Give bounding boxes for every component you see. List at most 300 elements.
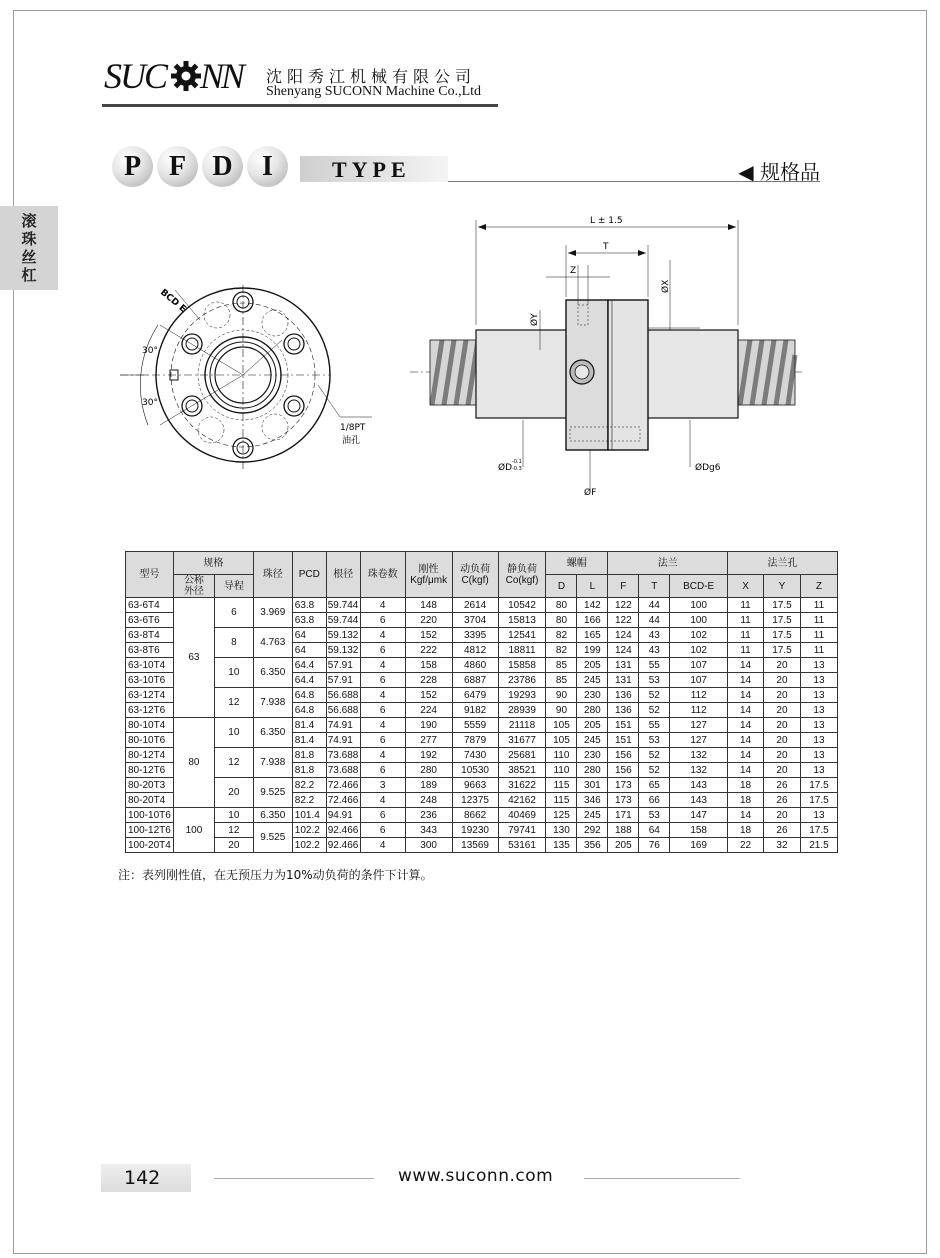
cell-stiffness: 248 — [405, 793, 452, 808]
brand-logo — [104, 56, 264, 96]
cell-static-load: 28939 — [498, 703, 546, 718]
cell-flange-t: 55 — [639, 658, 670, 673]
cell-hole-y: 17.5 — [764, 643, 801, 658]
cell-flange-t: 55 — [639, 718, 670, 733]
cell-pcd: 64.8 — [292, 688, 326, 703]
cell-model: 63-10T4 — [126, 658, 174, 673]
cell-model: 63-10T6 — [126, 673, 174, 688]
cell-model: 80-10T4 — [126, 718, 174, 733]
cell-lead: 10 — [214, 808, 253, 823]
cell-ball-dia: 7.938 — [253, 688, 292, 718]
cell-nut-d: 130 — [546, 823, 577, 838]
cell-pcd: 63.8 — [292, 613, 326, 628]
cell-hole-z: 13 — [800, 718, 837, 733]
footer-rule-right — [584, 1178, 740, 1179]
cell-flange-t: 52 — [639, 688, 670, 703]
cell-root: 57.91 — [326, 658, 360, 673]
cell-flange-f: 173 — [608, 778, 639, 793]
cell-nut-l: 280 — [577, 703, 608, 718]
cell-hole-y: 26 — [764, 793, 801, 808]
cell-hole-x: 11 — [728, 628, 764, 643]
cell-hole-z: 11 — [800, 613, 837, 628]
cell-hole-y: 20 — [764, 688, 801, 703]
cell-hole-x: 14 — [728, 808, 764, 823]
cell-hole-z: 11 — [800, 628, 837, 643]
cell-flange-f: 131 — [608, 658, 639, 673]
th-y: Y — [764, 575, 801, 598]
cell-nut-d: 82 — [546, 643, 577, 658]
cell-static-load: 15858 — [498, 658, 546, 673]
cell-model: 63-8T4 — [126, 628, 174, 643]
type-letter-ball: D — [202, 146, 243, 187]
cell-turns: 4 — [360, 688, 405, 703]
cell-model: 63-8T6 — [126, 643, 174, 658]
cell-nut-d: 80 — [546, 613, 577, 628]
cell-turns: 6 — [360, 808, 405, 823]
th-z: Z — [800, 575, 837, 598]
cell-turns: 4 — [360, 628, 405, 643]
cell-flange-t: 65 — [639, 778, 670, 793]
cell-hole-x: 14 — [728, 658, 764, 673]
cell-nut-l: 199 — [577, 643, 608, 658]
cell-stiffness: 343 — [405, 823, 452, 838]
cell-static-load: 79741 — [498, 823, 546, 838]
cell-turns: 4 — [360, 718, 405, 733]
cell-flange-t: 64 — [639, 823, 670, 838]
cell-turns: 4 — [360, 838, 405, 853]
cell-hole-z: 13 — [800, 763, 837, 778]
cell-nut-l: 245 — [577, 673, 608, 688]
cell-lead: 20 — [214, 778, 253, 808]
cell-model: 80-20T3 — [126, 778, 174, 793]
cell-dyn-load: 5559 — [452, 718, 498, 733]
cell-flange-t: 52 — [639, 763, 670, 778]
th-flange-hole: 法兰孔 — [728, 552, 838, 575]
cell-flange-t: 53 — [639, 808, 670, 823]
cell-bcd: 100 — [670, 598, 728, 613]
cell-flange-t: 53 — [639, 733, 670, 748]
cell-turns: 4 — [360, 598, 405, 613]
cell-turns: 6 — [360, 673, 405, 688]
th-turns: 珠卷数 — [360, 552, 405, 598]
spec-label: ◀ 规格品 — [738, 160, 820, 184]
cell-flange-t: 66 — [639, 793, 670, 808]
cell-pcd: 81.8 — [292, 763, 326, 778]
cell-root: 72.466 — [327, 794, 359, 806]
cell-root: 92.466 — [327, 824, 359, 836]
cell-nut-l: 245 — [577, 808, 608, 823]
oil-hole-label: 1/8PT — [340, 423, 366, 433]
cell-bcd: 132 — [670, 763, 728, 778]
cell-hole-y: 26 — [764, 778, 801, 793]
d-tol-top: -0.1 — [512, 459, 522, 465]
cell-hole-x: 18 — [728, 823, 764, 838]
cell-stiffness: 220 — [405, 613, 452, 628]
cell-nut-d: 90 — [546, 703, 577, 718]
cell-nut-d: 125 — [546, 808, 577, 823]
cell-nut-d: 105 — [546, 718, 577, 733]
cell-flange-t: 52 — [639, 703, 670, 718]
front-view — [120, 285, 372, 470]
cell-hole-y: 20 — [764, 658, 801, 673]
cell-bcd: 169 — [670, 838, 728, 853]
cell-bcd: 127 — [670, 733, 728, 748]
cell-bcd: 127 — [670, 718, 728, 733]
d-dim-label: ØD — [498, 463, 513, 473]
th-stiffness-unit: Kgf/μmk — [410, 574, 448, 586]
cell-dyn-load: 6479 — [452, 688, 498, 703]
cell-bcd: 102 — [670, 643, 728, 658]
cell-nut-l: 165 — [577, 628, 608, 643]
type-letters — [112, 146, 288, 187]
cell-nut-d: 85 — [546, 673, 577, 688]
table-row — [126, 778, 838, 793]
cell-hole-x: 14 — [728, 748, 764, 763]
cell-hole-x: 22 — [728, 838, 764, 853]
cell-lead: 8 — [214, 628, 253, 658]
type-bar — [300, 156, 820, 182]
cell-root: 59.132 — [327, 644, 359, 656]
side-view — [410, 220, 805, 490]
cell-flange-f: 173 — [608, 793, 639, 808]
cell-nut-l: 292 — [577, 823, 608, 838]
cell-model: 100-20T4 — [126, 838, 174, 853]
cell-pcd: 81.4 — [292, 733, 326, 748]
cell-bcd: 112 — [670, 688, 728, 703]
cell-hole-z: 17.5 — [800, 778, 837, 793]
z-dim-label: Z — [570, 266, 577, 276]
cell-static-load: 31677 — [498, 733, 546, 748]
table-row — [126, 808, 838, 823]
cell-nut-l: 346 — [577, 793, 608, 808]
cell-flange-t: 43 — [639, 643, 670, 658]
cell-nut-l: 142 — [577, 598, 608, 613]
svg-text:SUC: SUC — [104, 56, 167, 96]
cell-stiffness: 158 — [405, 658, 452, 673]
cell-hole-x: 14 — [728, 733, 764, 748]
cell-hole-x: 14 — [728, 673, 764, 688]
cell-stiffness: 236 — [405, 808, 452, 823]
cell-lead: 12 — [214, 748, 253, 778]
cell-model: 80-10T6 — [126, 733, 174, 748]
type-letter-ball: I — [247, 146, 288, 187]
cell-stiffness: 222 — [405, 643, 452, 658]
footer-rule-left — [214, 1178, 374, 1179]
cell-model: 80-12T4 — [126, 748, 174, 763]
cell-turns: 3 — [360, 778, 405, 793]
cell-model: 63-6T6 — [126, 613, 174, 628]
length-label: L ± 1.5 — [590, 216, 623, 226]
cell-bcd: 132 — [670, 748, 728, 763]
cell-lead: 12 — [214, 688, 253, 718]
cell-turns: 6 — [360, 733, 405, 748]
cell-flange-f: 205 — [608, 838, 639, 853]
company-name-en: Shenyang SUCONN Machine Co.,Ltd — [266, 84, 482, 99]
cell-static-load: 12541 — [498, 628, 546, 643]
cell-turns: 4 — [360, 658, 405, 673]
cell-static-load: 25681 — [498, 748, 546, 763]
cell-hole-x: 18 — [728, 778, 764, 793]
cell-lead: 10 — [214, 658, 253, 688]
cell-model: 100-12T6 — [126, 823, 174, 838]
cell-hole-y: 17.5 — [764, 628, 801, 643]
header-rule — [102, 104, 498, 107]
th-stiffness-name: 刚性 — [418, 563, 439, 575]
cell-flange-f: 171 — [608, 808, 639, 823]
cell-flange-f: 136 — [608, 688, 639, 703]
th-static-load-unit: Co(kgf) — [505, 574, 539, 586]
cell-nut-d: 82 — [546, 628, 577, 643]
cell-bcd: 143 — [670, 793, 728, 808]
th-root: 根径 — [326, 552, 360, 598]
cell-stiffness: 300 — [405, 838, 452, 853]
cell-stiffness: 277 — [405, 733, 452, 748]
cell-static-load: 19293 — [498, 688, 546, 703]
side-tab-char: 杠 — [21, 266, 37, 284]
cell-lead: 20 — [214, 838, 253, 853]
cell-dyn-load: 9182 — [452, 703, 498, 718]
cell-dyn-load: 3395 — [452, 628, 498, 643]
cell-dyn-load: 3704 — [452, 613, 498, 628]
cell-root: 59.744 — [327, 614, 359, 626]
page-number: 142 — [124, 1167, 161, 1189]
cell-hole-z: 17.5 — [800, 793, 837, 808]
table-note: 注：表列刚性值，在无预压力为10%动负荷的条件下计算。 — [118, 868, 433, 882]
cell-dyn-load: 13569 — [452, 838, 498, 853]
cell-nut-d: 110 — [546, 748, 577, 763]
cell-flange-f: 151 — [608, 733, 639, 748]
th-bcd: BCD-E — [670, 575, 728, 598]
t-dim-label: T — [603, 242, 609, 252]
cell-nut-d: 80 — [546, 598, 577, 613]
cell-hole-y: 32 — [764, 838, 801, 853]
cell-model: 80-20T4 — [126, 793, 174, 808]
th-d: D — [546, 575, 577, 598]
cell-stiffness: 189 — [405, 778, 452, 793]
cell-nut-d: 115 — [546, 778, 577, 793]
d-tol-bottom: -0.3 — [512, 466, 522, 472]
cell-dyn-load: 4860 — [452, 658, 498, 673]
cell-bcd: 112 — [670, 703, 728, 718]
type-letter-ball: F — [157, 146, 198, 187]
cell-hole-z: 13 — [800, 673, 837, 688]
cell-root: 59.744 — [327, 599, 359, 611]
cell-hole-x: 18 — [728, 793, 764, 808]
cell-flange-f: 151 — [608, 718, 639, 733]
cell-hole-z: 11 — [800, 598, 837, 613]
cell-nut-l: 230 — [577, 688, 608, 703]
cell-flange-f: 124 — [608, 643, 639, 658]
cell-flange-f: 124 — [608, 628, 639, 643]
cell-root: 74.91 — [326, 718, 360, 733]
cell-pcd: 102.2 — [292, 838, 326, 853]
cell-hole-z: 13 — [800, 808, 837, 823]
cell-nut-d: 85 — [546, 658, 577, 673]
svg-text:NN: NN — [200, 56, 243, 96]
table-row — [126, 658, 838, 673]
cell-flange-t: 53 — [639, 673, 670, 688]
cell-lead: 10 — [214, 718, 253, 748]
th-nut: 螺帽 — [546, 552, 608, 575]
cell-hole-y: 26 — [764, 823, 801, 838]
cell-root: 73.688 — [327, 764, 359, 776]
dg6-dim-label: ØDg6 — [695, 463, 721, 473]
cell-pcd: 63.8 — [292, 598, 326, 613]
table-row — [126, 688, 838, 703]
cell-hole-z: 13 — [800, 748, 837, 763]
cell-static-load: 53161 — [498, 838, 546, 853]
cell-dyn-load: 19230 — [452, 823, 498, 838]
cell-ball-dia: 3.969 — [253, 598, 292, 628]
cell-stiffness: 280 — [405, 763, 452, 778]
cell-pcd: 64 — [292, 628, 326, 643]
cell-dyn-load: 4812 — [452, 643, 498, 658]
cell-model: 63-12T4 — [126, 688, 174, 703]
cell-bcd: 143 — [670, 778, 728, 793]
th-spec: 规格 — [173, 552, 253, 575]
table-row — [126, 748, 838, 763]
cell-hole-z: 13 — [800, 703, 837, 718]
cell-lead: 12 — [214, 823, 253, 838]
cell-bcd: 102 — [670, 628, 728, 643]
cell-hole-z: 13 — [800, 733, 837, 748]
table-row — [126, 718, 838, 733]
cell-hole-y: 20 — [764, 748, 801, 763]
cell-hole-x: 14 — [728, 688, 764, 703]
cell-bcd: 158 — [670, 823, 728, 838]
cell-stiffness: 224 — [405, 703, 452, 718]
table-row — [126, 598, 838, 613]
th-dyn-load-unit: C(kgf) — [461, 574, 489, 586]
cell-flange-f: 122 — [608, 613, 639, 628]
cell-hole-y: 17.5 — [764, 598, 801, 613]
cell-root: 94.91 — [326, 808, 360, 823]
cell-nut-l: 205 — [577, 658, 608, 673]
cell-turns: 4 — [360, 748, 405, 763]
cell-static-load: 23786 — [498, 673, 546, 688]
cell-static-load: 38521 — [498, 763, 546, 778]
cell-static-load: 40469 — [498, 808, 546, 823]
cell-hole-y: 17.5 — [764, 613, 801, 628]
th-x: X — [728, 575, 764, 598]
cell-turns: 6 — [360, 763, 405, 778]
th-stiffness — [405, 552, 452, 598]
cell-model: 100-10T6 — [126, 808, 174, 823]
th-lead: 导程 — [214, 575, 253, 598]
cell-pcd: 64 — [292, 643, 326, 658]
oil-hole-cn-label: 油孔 — [342, 436, 361, 446]
side-tab-char: 丝 — [21, 248, 37, 266]
cell-nut-d: 90 — [546, 688, 577, 703]
cell-ball-dia: 6.350 — [253, 808, 292, 823]
cell-bcd: 107 — [670, 673, 728, 688]
cell-dyn-load: 7879 — [452, 733, 498, 748]
table-row — [126, 628, 838, 643]
cell-stiffness: 148 — [405, 598, 452, 613]
cell-nut-l: 245 — [577, 733, 608, 748]
cell-root: 92.466 — [327, 839, 359, 851]
cell-ball-dia: 7.938 — [253, 748, 292, 778]
cell-pcd: 102.2 — [292, 823, 326, 838]
cell-ball-dia: 4.763 — [253, 628, 292, 658]
cell-hole-x: 14 — [728, 763, 764, 778]
cell-nut-d: 135 — [546, 838, 577, 853]
type-letter-ball: P — [112, 146, 153, 187]
cell-nut-d: 105 — [546, 733, 577, 748]
cell-nut-l: 356 — [577, 838, 608, 853]
cell-flange-f: 156 — [608, 748, 639, 763]
cell-ball-dia: 9.525 — [253, 823, 292, 853]
cell-flange-f: 136 — [608, 703, 639, 718]
cell-nut-d: 110 — [546, 763, 577, 778]
cell-nut-l: 205 — [577, 718, 608, 733]
angle-top-label: 30° — [142, 346, 158, 356]
side-tab-char: 珠 — [21, 230, 37, 248]
cell-pcd: 82.2 — [292, 793, 326, 808]
cell-hole-y: 20 — [764, 763, 801, 778]
cell-flange-t: 43 — [639, 628, 670, 643]
cell-root: 74.91 — [326, 733, 360, 748]
th-dyn-load — [452, 552, 498, 598]
cell-hole-x: 14 — [728, 703, 764, 718]
cell-dyn-load: 7430 — [452, 748, 498, 763]
cell-ball-dia: 6.350 — [253, 718, 292, 748]
cell-nut-l: 166 — [577, 613, 608, 628]
cell-ball-dia: 6.350 — [253, 658, 292, 688]
cell-hole-y: 20 — [764, 673, 801, 688]
cell-stiffness: 152 — [405, 628, 452, 643]
cell-pcd: 64.4 — [292, 658, 326, 673]
cell-outer-dia: 63 — [173, 598, 214, 718]
cell-pcd: 64.4 — [292, 673, 326, 688]
cell-flange-f: 188 — [608, 823, 639, 838]
th-static-load — [498, 552, 546, 598]
bcd-label: BCD E — [158, 287, 188, 315]
angle-bottom-label: 30° — [142, 398, 158, 408]
th-f: F — [608, 575, 639, 598]
cell-nut-l: 301 — [577, 778, 608, 793]
cell-turns: 6 — [360, 613, 405, 628]
table-row — [126, 823, 838, 838]
cell-root: 56.688 — [327, 689, 359, 701]
cell-bcd: 107 — [670, 658, 728, 673]
cell-root: 72.466 — [327, 779, 359, 791]
table-row — [126, 838, 838, 853]
technical-drawing — [100, 205, 860, 505]
cell-turns: 4 — [360, 793, 405, 808]
side-tab — [0, 206, 58, 290]
type-label: TYPE — [332, 157, 411, 182]
th-outer-dia: 公称外径 — [173, 575, 214, 598]
cell-hole-z: 11 — [800, 643, 837, 658]
cell-bcd: 147 — [670, 808, 728, 823]
cell-hole-x: 11 — [728, 598, 764, 613]
cell-pcd: 81.4 — [292, 718, 326, 733]
cell-stiffness: 192 — [405, 748, 452, 763]
cell-static-load: 21118 — [498, 718, 546, 733]
cell-hole-y: 20 — [764, 733, 801, 748]
cell-hole-z: 17.5 — [800, 823, 837, 838]
cell-hole-z: 13 — [800, 688, 837, 703]
cell-flange-t: 44 — [639, 598, 670, 613]
th-pcd: PCD — [292, 552, 326, 598]
cell-flange-t: 76 — [639, 838, 670, 853]
cell-lead: 6 — [214, 598, 253, 628]
cell-flange-t: 52 — [639, 748, 670, 763]
cell-root: 57.91 — [326, 673, 360, 688]
cell-model: 63-6T4 — [126, 598, 174, 613]
cell-stiffness: 228 — [405, 673, 452, 688]
